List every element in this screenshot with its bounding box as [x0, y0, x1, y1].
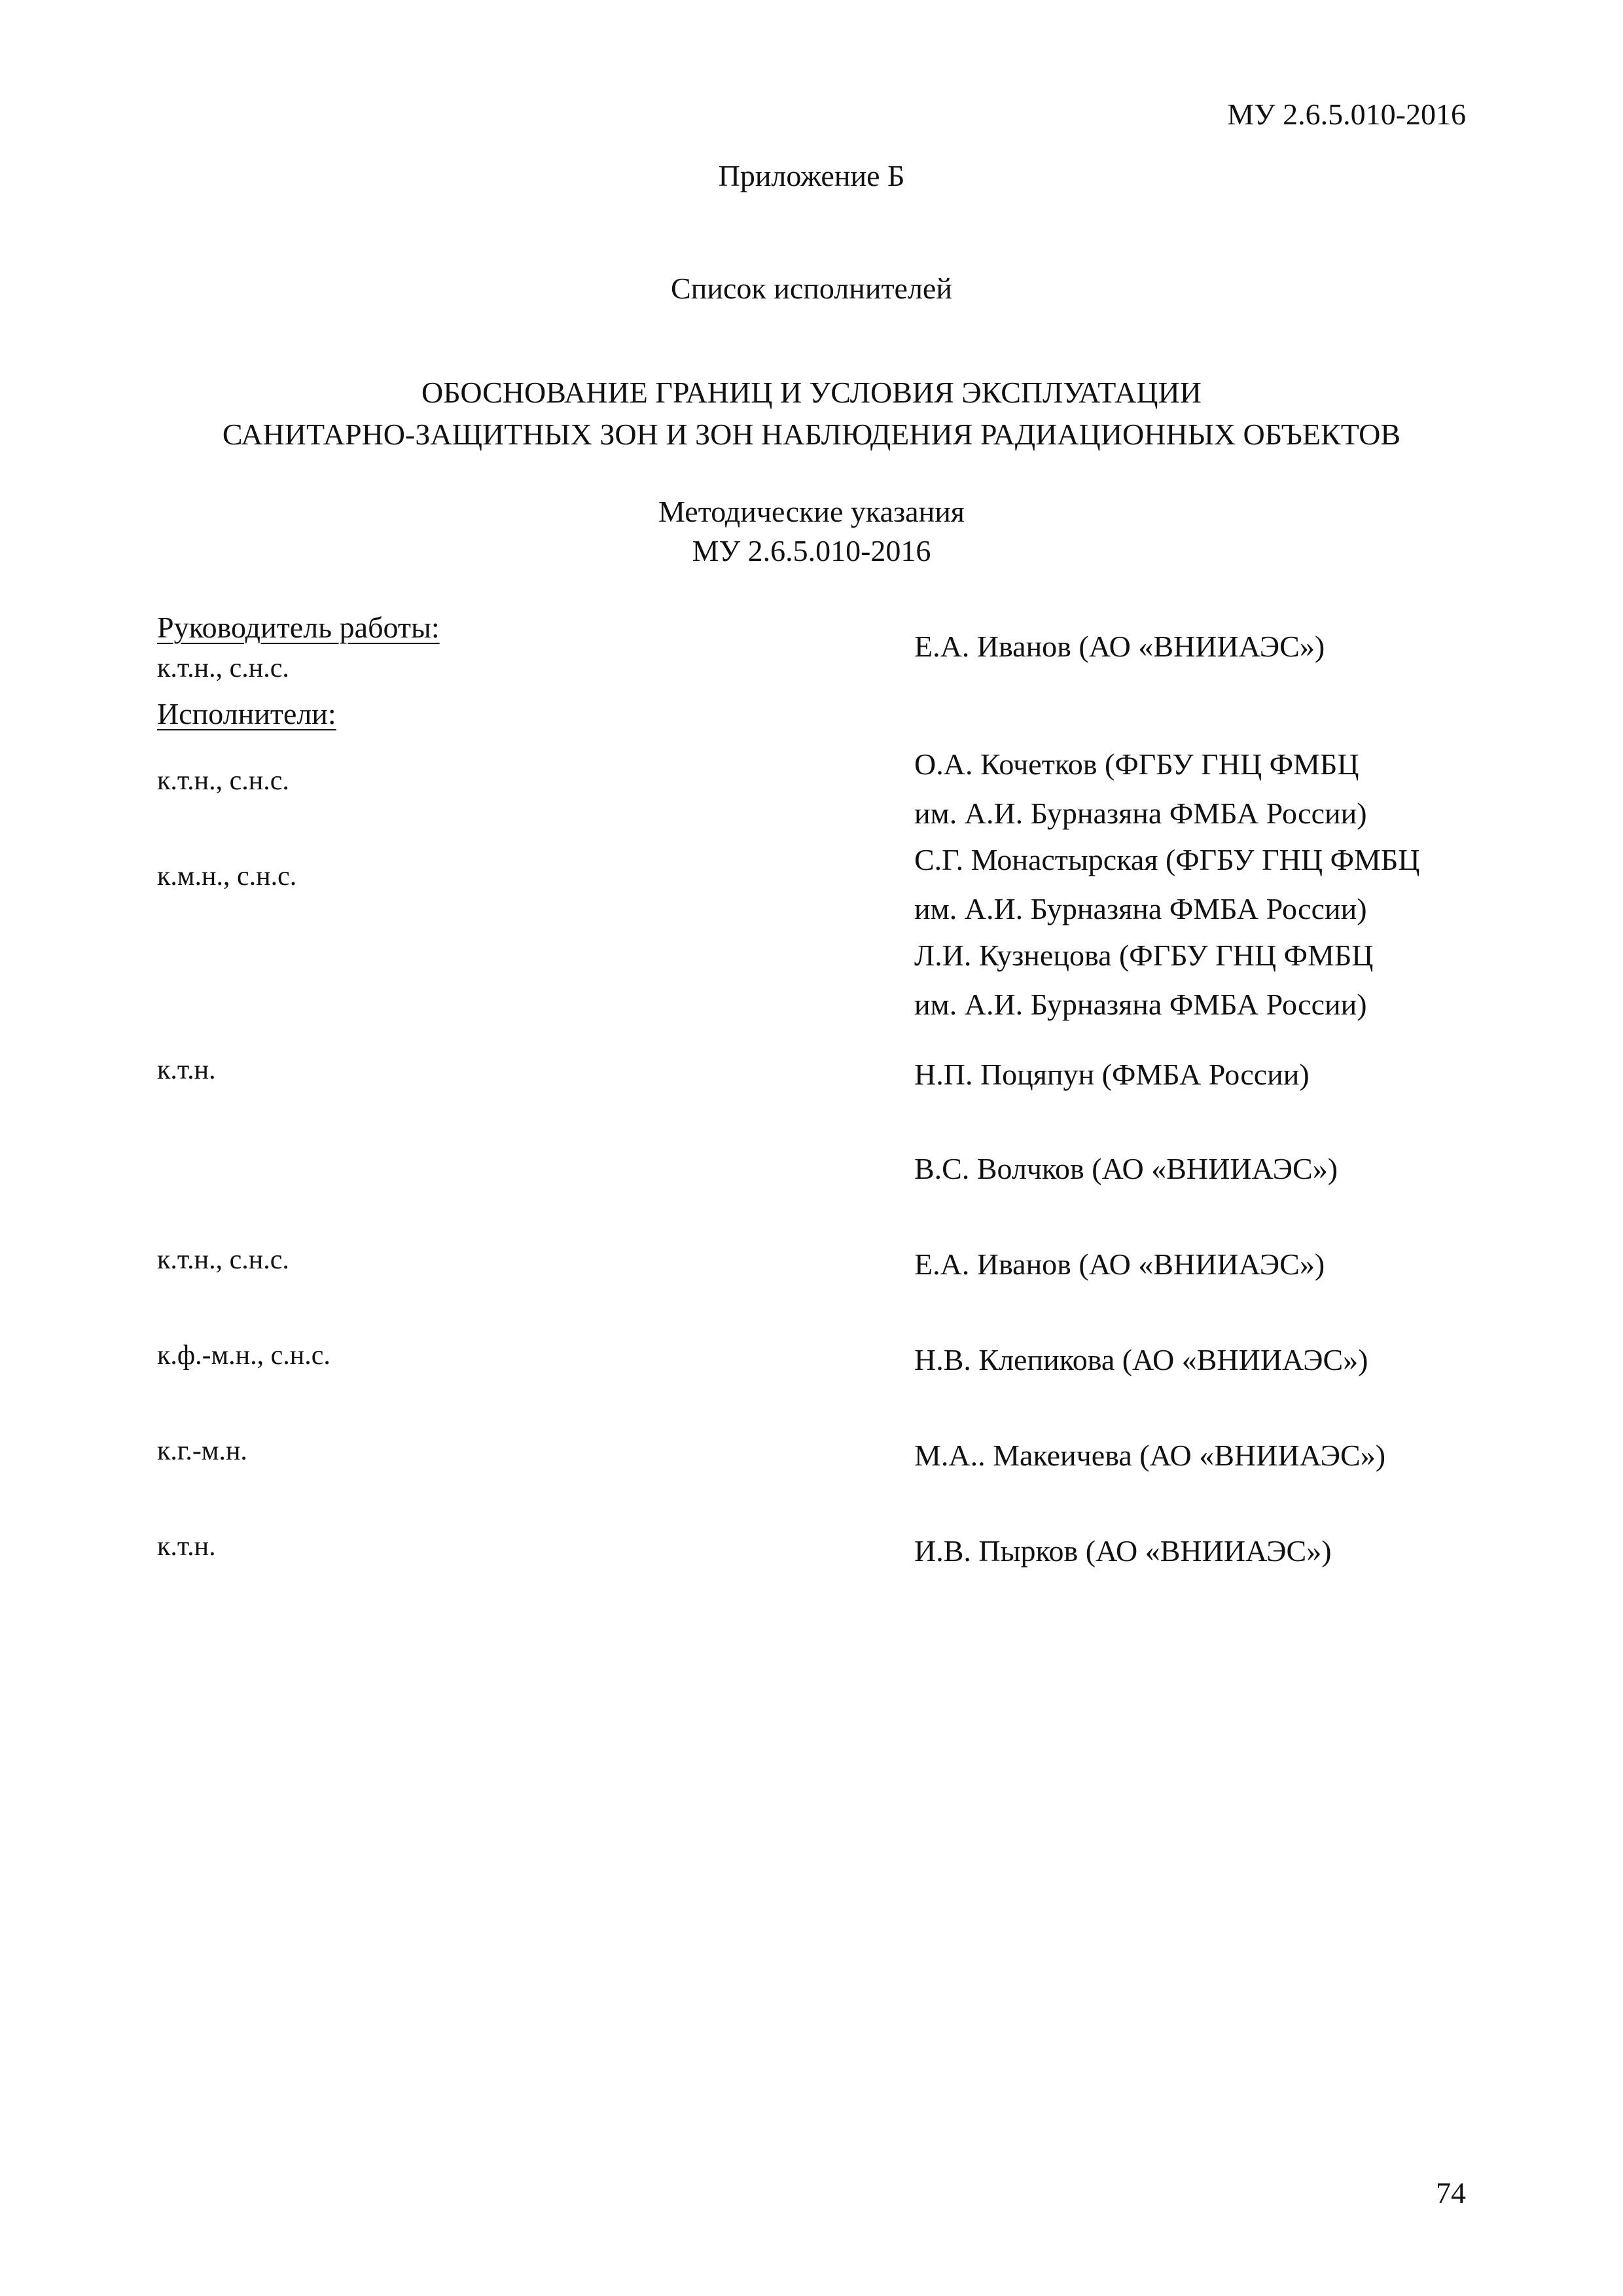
- executors-heading: Исполнители:: [157, 697, 336, 730]
- list-title: Список исполнителей: [671, 272, 952, 305]
- executor-name-line-1: Л.И. Кузнецова (ФГБУ ГНЦ ФМБЦ: [914, 939, 1374, 972]
- main-title-line-1: ОБОСНОВАНИЕ ГРАНИЦ И УСЛОВИЯ ЭКСПЛУАТАЦИИ: [421, 376, 1202, 409]
- executor-name-line-2: им. А.И. Бурназяна ФМБА России): [914, 988, 1367, 1021]
- executor-degree: к.м.н., с.н.с.: [157, 861, 297, 891]
- executor-degree: к.ф.-м.н., с.н.с.: [157, 1340, 330, 1371]
- executor-name-line-1: Е.А. Иванов (АО «ВНИИАЭС»): [914, 1247, 1325, 1281]
- subtitle-line-2: МУ 2.6.5.010-2016: [692, 534, 931, 567]
- main-title-line-2: САНИТАРНО-ЗАЩИТНЫХ ЗОН И ЗОН НАБЛЮДЕНИЯ РАДИАЦИОННЫХ ОБЪЕКТОВ: [222, 418, 1401, 451]
- executor-degree: к.т.н., с.н.с.: [157, 766, 289, 796]
- executor-name-line-1: И.В. Пырков (АО «ВНИИАЭС»): [914, 1534, 1332, 1568]
- executor-degree: к.г.-м.н.: [157, 1436, 247, 1466]
- subtitle: [0, 492, 1623, 571]
- executor-name-line-1: Н.В. Клепикова (АО «ВНИИАЭС»): [914, 1343, 1368, 1376]
- executor-degree: к.т.н., с.н.с.: [157, 1245, 289, 1275]
- executor-degree: к.т.н.: [157, 1532, 216, 1562]
- page-number: 74: [1436, 2176, 1466, 2210]
- executor-name-line-1: Н.П. Поцяпун (ФМБА России): [914, 1058, 1310, 1091]
- appendix-label: Приложение Б: [718, 159, 905, 192]
- subtitle-line-1: Методические указания: [658, 495, 965, 528]
- leader-name: Е.А. Иванов (АО «ВНИИАЭС»): [914, 630, 1325, 663]
- document-code: МУ 2.6.5.010-2016: [1227, 98, 1466, 131]
- leader-heading: Руководитель работы:: [157, 611, 440, 644]
- executor-name: [914, 1240, 1325, 1289]
- executor-name: [914, 1144, 1338, 1193]
- executor-degree: к.т.н.: [157, 1055, 216, 1085]
- executor-name-line-2: им. А.И. Бурназяна ФМБА России): [914, 797, 1367, 830]
- executor-name-line-2: им. А.И. Бурназяна ФМБА России): [914, 892, 1367, 925]
- leader-degree: к.т.н., с.н.с.: [157, 653, 289, 683]
- executor-name: [914, 1526, 1332, 1575]
- executor-name-line-1: С.Г. Монастырская (ФГБУ ГНЦ ФМБЦ: [914, 843, 1420, 876]
- main-title: [0, 372, 1623, 456]
- executor-name: [914, 1335, 1368, 1384]
- executor-name-line-1: М.А.. Макеичева (АО «ВНИИАЭС»): [914, 1439, 1386, 1472]
- executor-name-line-1: В.С. Волчков (АО «ВНИИАЭС»): [914, 1152, 1338, 1185]
- executor-name: [914, 740, 1367, 838]
- executor-name: [914, 1431, 1385, 1480]
- executor-name: [914, 1050, 1310, 1099]
- executor-name: [914, 835, 1419, 933]
- executor-name: [914, 931, 1374, 1029]
- executor-name-line-1: О.А. Кочетков (ФГБУ ГНЦ ФМБЦ: [914, 747, 1359, 781]
